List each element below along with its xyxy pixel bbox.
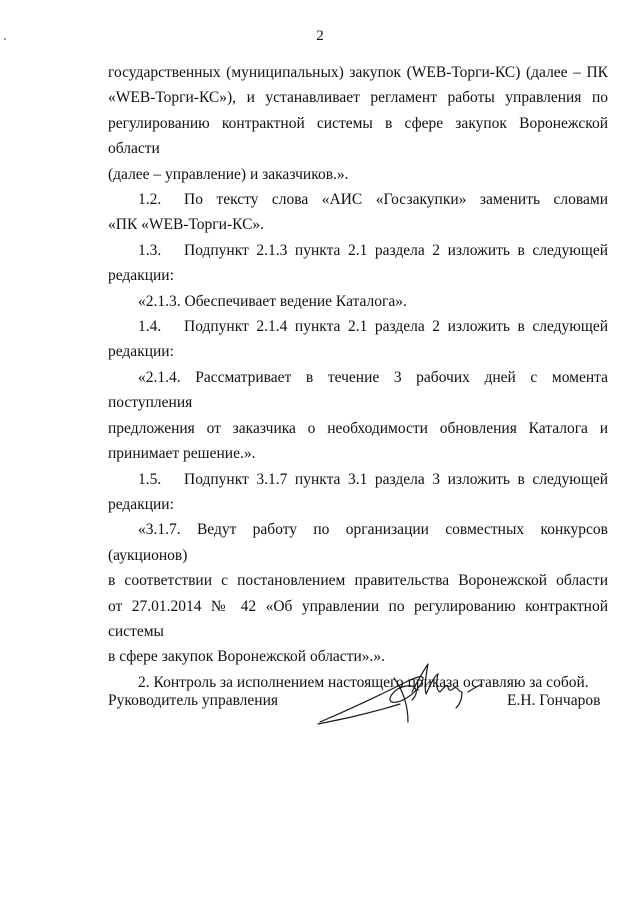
text-line: редакции: — [108, 495, 174, 513]
item-number: 1.5. — [138, 470, 162, 488]
text-line: предложения от заказчика о необходимости обновления Каталога и — [108, 419, 608, 437]
text-line: в соответствии с постановлением правительства Воронежской области — [108, 572, 608, 590]
item-number: 1.3. — [138, 241, 162, 259]
text-line: Подпункт 2.1.3 пункта 2.1 раздела 2 изложить в следующей — [184, 241, 608, 259]
quoted-clause-2-1-4: «2.1.4. Рассматривает в течение 3 рабочих дней с момента поступления — [108, 368, 608, 412]
quoted-clause-2-1-3: «2.1.3. Обеспечивает ведение Каталога». — [138, 292, 407, 310]
text-line: Подпункт 2.1.4 пункта 2.1 раздела 2 изложить в следующей — [184, 318, 608, 336]
text-line: По тексту слова «АИС «Госзакупки» заменить словами — [184, 191, 608, 209]
text-line: в сфере закупок Воронежской области».». — [108, 648, 386, 666]
text-line: «WEB-Торги-КС»), и устанавливает регламент работы управления по — [108, 89, 608, 107]
paragraph-1-4 — [108, 314, 608, 339]
paragraph-2: 2. Контроль за исполнением настоящего приказа оставляю за собой. — [138, 673, 589, 691]
text-line: государственных (муниципальных) закупок (WEB-Торги-КС) (далее – ПК — [108, 64, 608, 81]
text-line: принимает решение.». — [108, 445, 256, 463]
signatory-name: Е.Н. Гончаров — [507, 692, 601, 709]
paragraph-1-2 — [108, 187, 608, 212]
quoted-clause-3-1-7: «3.1.7. Ведут работу по организации совместных конкурсов (аукционов) — [108, 521, 608, 564]
handwritten-signature — [308, 652, 488, 732]
page-number: 2 — [316, 28, 324, 44]
signatory-role: Руководитель управления — [108, 692, 279, 709]
paragraph-1-3 — [108, 238, 608, 263]
text-line: Подпункт 3.1.7 пункта 3.1 раздела 3 изложить в следующей — [184, 470, 608, 488]
text-line: (далее – управление) и заказчиков.». — [108, 165, 349, 183]
text-line: редакции: — [108, 343, 174, 361]
document-body — [108, 60, 608, 695]
item-number: 1.4. — [138, 318, 162, 336]
text-line: от 27.01.2014 № 42 «Об управлении по регулированию контрактной системы — [108, 597, 608, 640]
text-line: регулированию контрактной системы в сфере закупок Воронежской области — [108, 114, 608, 158]
text-line: редакции: — [108, 267, 174, 285]
text-line: «ПК «WEB-Торги-КС». — [108, 216, 265, 234]
item-number: 1.2. — [138, 191, 162, 209]
paragraph-1-5 — [108, 467, 608, 492]
